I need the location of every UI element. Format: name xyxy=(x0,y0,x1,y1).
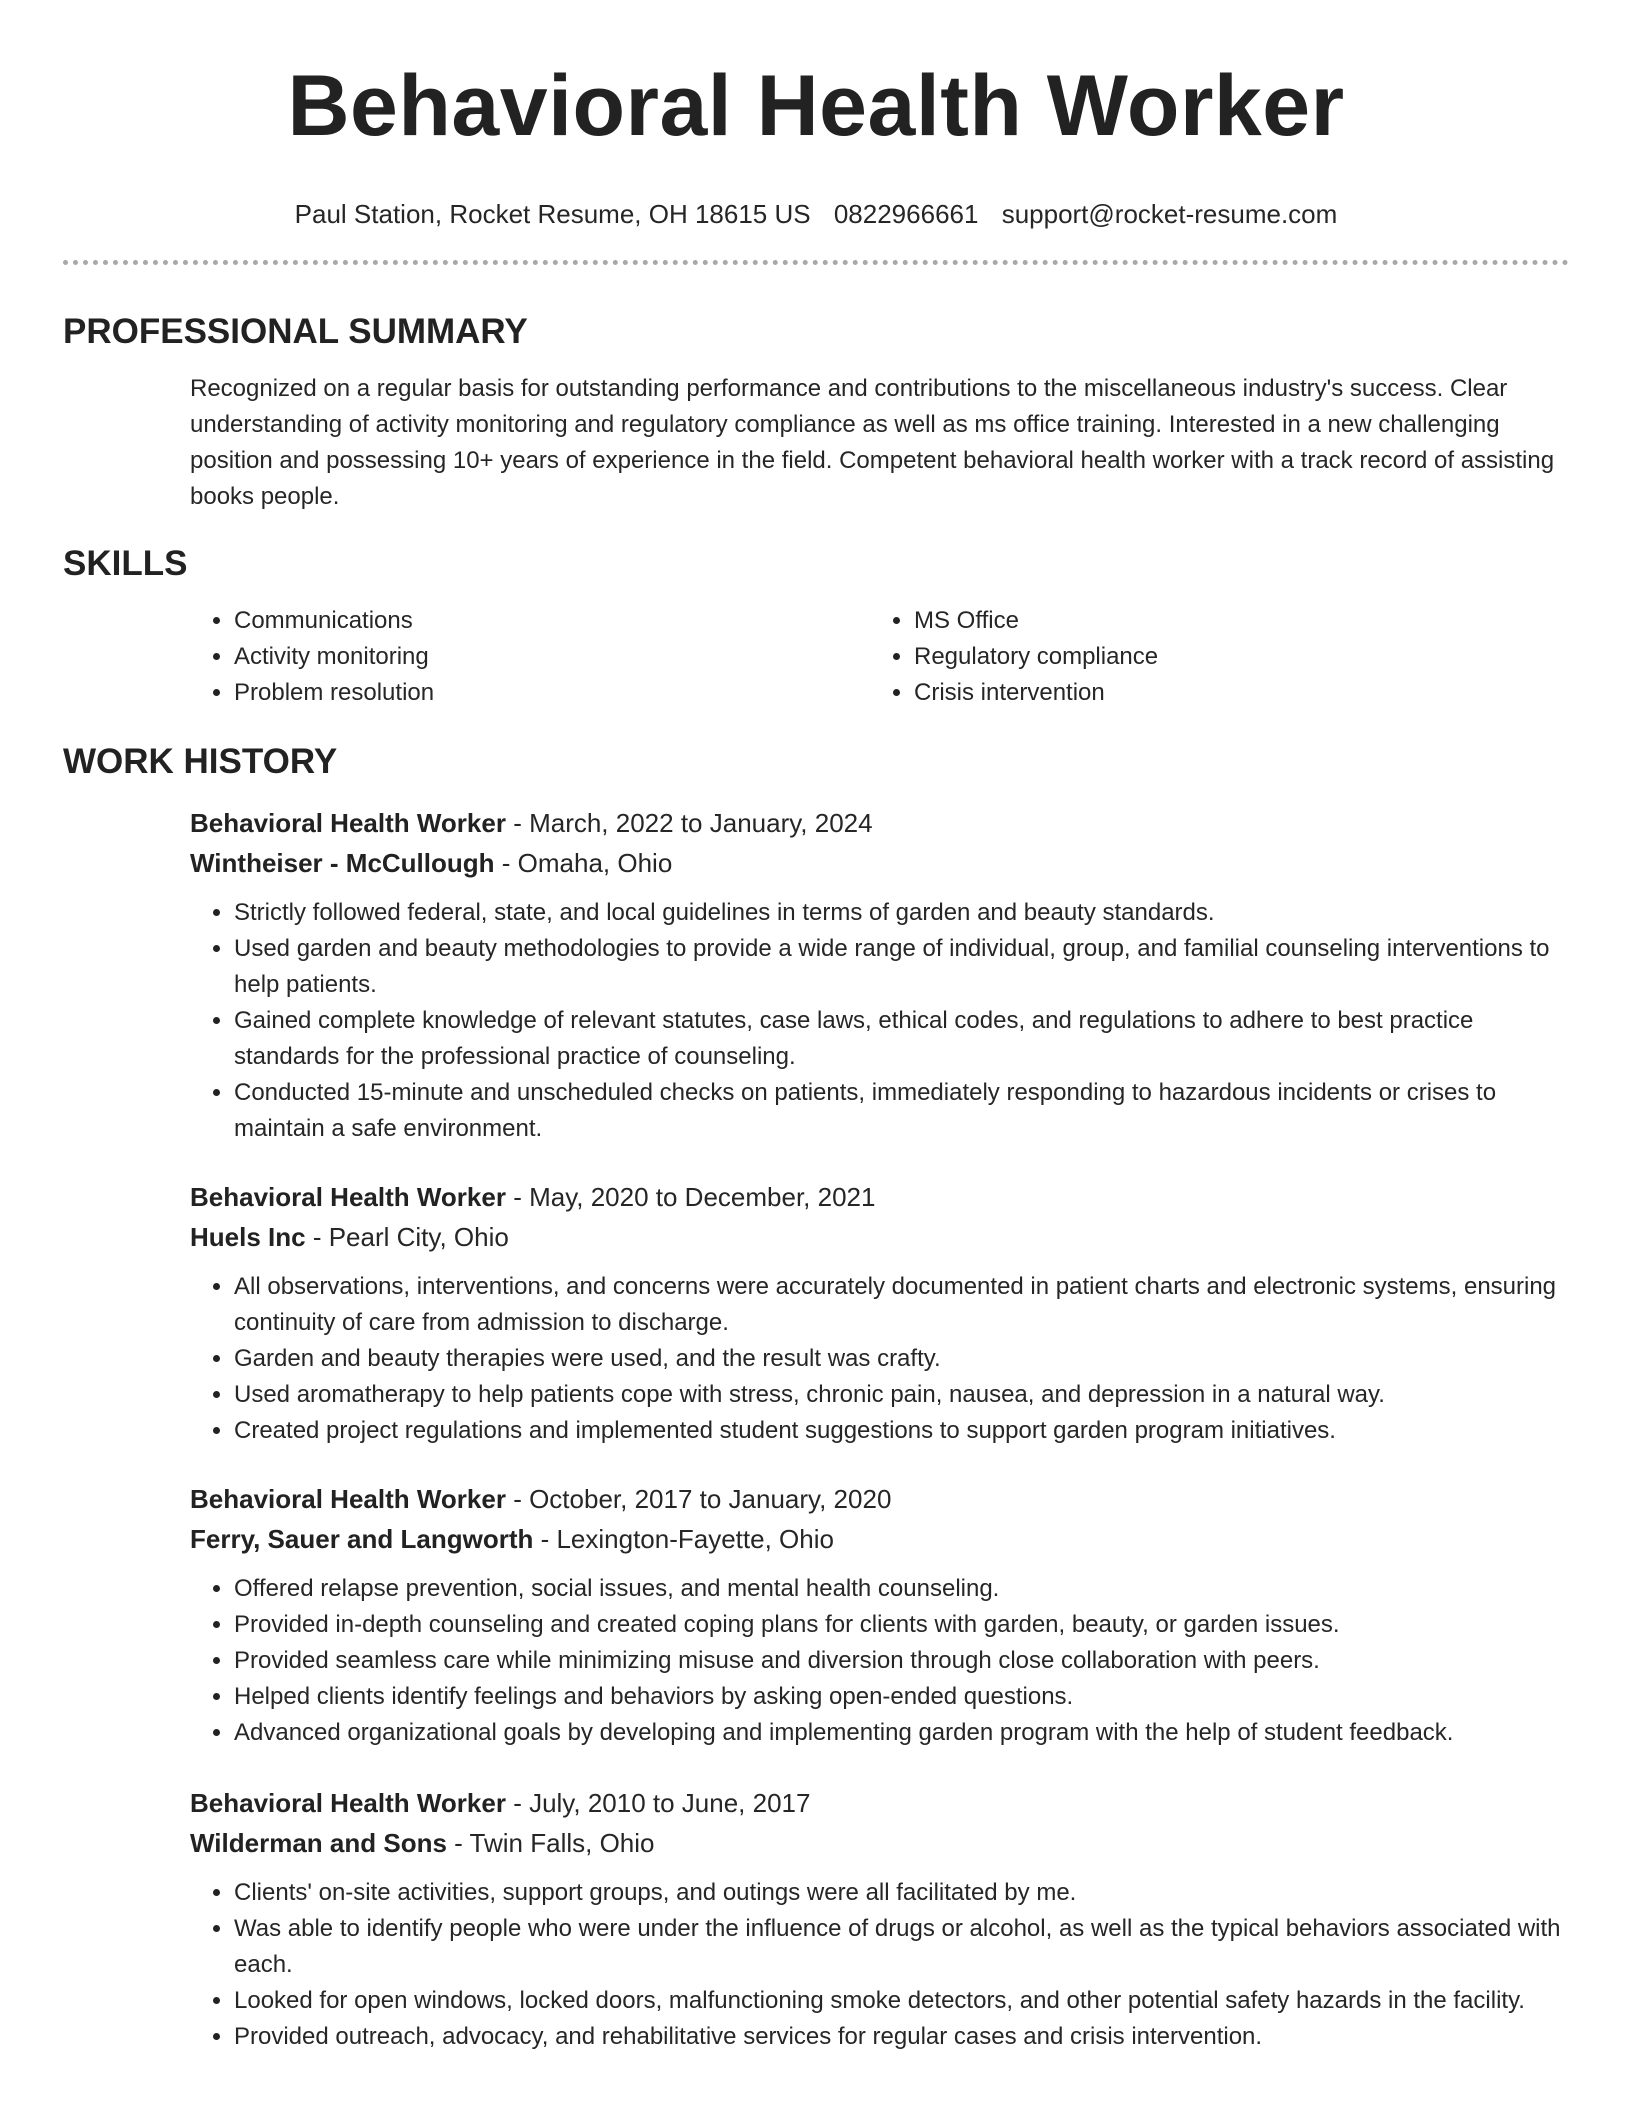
job-role-line xyxy=(190,1177,1569,1217)
job-bullet: • Garden and beauty therapies were used, and the result was crafty. xyxy=(234,1341,1569,1377)
skills-column-left xyxy=(190,603,870,711)
job-bullets xyxy=(190,1571,1569,1751)
job-entry xyxy=(190,1177,1569,1449)
job-company: Wintheiser - McCullough xyxy=(190,848,495,878)
job-company-line xyxy=(190,1823,1569,1863)
job-bullets xyxy=(190,1875,1569,2055)
work-history-title: WORK HISTORY xyxy=(63,742,338,781)
job-bullet: • Advanced organizational goals by developing and implementing garden program with the help of student feedback. xyxy=(234,1715,1569,1751)
job-bullet: • Provided seamless care while minimizing misuse and diversion through close collaboration with peers. xyxy=(234,1643,1569,1679)
resume-name: Behavioral Health Worker xyxy=(287,58,1345,154)
job-role-line xyxy=(190,1783,1569,1823)
job-entry xyxy=(190,803,1569,1147)
skills-title: SKILLS xyxy=(63,544,188,583)
job-role: Behavioral Health Worker xyxy=(190,1182,506,1212)
skill-item: • Activity monitoring xyxy=(234,639,870,675)
job-company: Wilderman and Sons xyxy=(190,1828,447,1858)
job-entry xyxy=(190,1783,1569,2055)
job-bullet: • Gained complete knowledge of relevant statutes, case laws, ethical codes, and regulations to adhere to best practice standards for the professional practice of counseling. xyxy=(234,1003,1569,1075)
job-role: Behavioral Health Worker xyxy=(190,1484,506,1514)
job-bullet: • Helped clients identify feelings and behaviors by asking open-ended questions. xyxy=(234,1679,1569,1715)
job-bullets xyxy=(190,895,1569,1147)
job-bullet: • Clients' on-site activities, support groups, and outings were all facilitated by me. xyxy=(234,1875,1569,1911)
job-location: - Twin Falls, Ohio xyxy=(446,1828,655,1858)
job-role-line xyxy=(190,1479,1569,1519)
job-role: Behavioral Health Worker xyxy=(190,808,506,838)
skill-item: • Regulatory compliance xyxy=(914,639,1550,675)
skill-item: • Crisis intervention xyxy=(914,675,1550,711)
job-entry xyxy=(190,1479,1569,1751)
summary-text: Recognized on a regular basis for outstanding performance and contributions to the miscellaneous industry's success. Clear understanding of activity monitoring and regulatory compliance as well as ms office training. Interested in a new challenging position and possessing 10+ years of experience in the field. Competent behavioral health worker with a track record of assisting books people. xyxy=(190,375,1555,510)
job-company-line xyxy=(190,1519,1569,1559)
job-company-line xyxy=(190,1217,1569,1257)
header-divider xyxy=(63,260,1569,265)
contact-phone: 0822966661 xyxy=(833,199,979,229)
job-dates: - May, 2020 to December, 2021 xyxy=(505,1182,876,1212)
job-bullet: • Provided outreach, advocacy, and rehabilitative services for regular cases and crisis intervention. xyxy=(234,2019,1569,2055)
job-bullet: • Created project regulations and implemented student suggestions to support garden program initiatives. xyxy=(234,1413,1569,1449)
skill-item: • MS Office xyxy=(914,603,1550,639)
job-bullets xyxy=(190,1269,1569,1449)
skills-list xyxy=(190,603,1569,711)
job-dates: - March, 2022 to January, 2024 xyxy=(505,808,873,838)
job-company: Ferry, Sauer and Langworth xyxy=(190,1524,534,1554)
skills-column-right xyxy=(870,603,1550,711)
job-bullet: • Provided in-depth counseling and created coping plans for clients with garden, beauty, or garden issues. xyxy=(234,1607,1569,1643)
job-dates: - October, 2017 to January, 2020 xyxy=(505,1484,892,1514)
job-company: Huels Inc xyxy=(190,1222,306,1252)
job-bullet: • Strictly followed federal, state, and local guidelines in terms of garden and beauty standards. xyxy=(234,895,1569,931)
job-role: Behavioral Health Worker xyxy=(190,1788,506,1818)
job-bullet: • Used garden and beauty methodologies to provide a wide range of individual, group, and familial counseling interventions to help patients. xyxy=(234,931,1569,1003)
job-location: - Lexington-Fayette, Ohio xyxy=(533,1524,834,1554)
job-dates: - July, 2010 to June, 2017 xyxy=(505,1788,811,1818)
job-bullet: • All observations, interventions, and concerns were accurately documented in patient charts and electronic systems, ensuring continuity of care from admission to discharge. xyxy=(234,1269,1569,1341)
job-bullet: • Was able to identify people who were under the influence of drugs or alcohol, as well as the typical behaviors associated with each. xyxy=(234,1911,1569,1983)
job-bullet: • Offered relapse prevention, social issues, and mental health counseling. xyxy=(234,1571,1569,1607)
contact-address: Paul Station, Rocket Resume, OH 18615 US xyxy=(294,199,811,229)
contact-email: support@rocket-resume.com xyxy=(1001,199,1338,229)
job-bullet: • Used aromatherapy to help patients cope with stress, chronic pain, nausea, and depression in a natural way. xyxy=(234,1377,1569,1413)
skill-item: • Problem resolution xyxy=(234,675,870,711)
job-location: - Pearl City, Ohio xyxy=(305,1222,509,1252)
skill-item: • Communications xyxy=(234,603,870,639)
job-bullet: • Conducted 15-minute and unscheduled checks on patients, immediately responding to hazardous incidents or crises to maintain a safe environment. xyxy=(234,1075,1569,1147)
job-company-line xyxy=(190,843,1569,883)
summary-title: PROFESSIONAL SUMMARY xyxy=(63,312,528,351)
job-role-line xyxy=(190,803,1569,843)
job-location: - Omaha, Ohio xyxy=(494,848,673,878)
contact-line xyxy=(63,198,1569,230)
job-bullet: • Looked for open windows, locked doors, malfunctioning smoke detectors, and other potential safety hazards in the facility. xyxy=(234,1983,1569,2019)
